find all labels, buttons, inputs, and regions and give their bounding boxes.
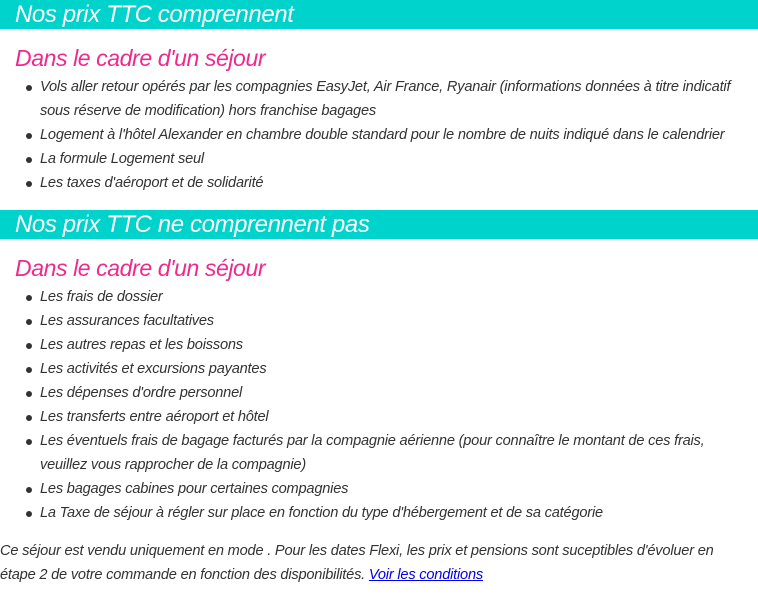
bullet-icon: [26, 295, 32, 301]
bullet-icon: [26, 343, 32, 349]
list-item-text: Les taxes d'aéroport et de solidarité: [40, 175, 264, 191]
list-item: [40, 405, 748, 429]
bullet-icon: [26, 487, 32, 493]
list-item: [40, 357, 748, 381]
bullet-icon: [26, 415, 32, 421]
list-item: [40, 171, 748, 195]
list-item-text: Les autres repas et les boissons: [40, 337, 243, 353]
list-item-text: Les activités et excursions payantes: [40, 361, 267, 377]
included-title: Nos prix TTC comprennent: [0, 0, 758, 29]
list-item: [40, 429, 748, 477]
bullet-icon: [26, 511, 32, 517]
list-item-text: Les dépenses d'ordre personnel: [40, 385, 243, 401]
list-item-text: Les éventuels frais de bagage facturés par la compagnie aérienne (pour connaître le montant de ces frais, veuillez vous rapprocher de la compagnie): [40, 433, 705, 473]
conditions-link[interactable]: Voir les conditions: [368, 567, 483, 583]
list-item: [40, 309, 748, 333]
excluded-list: [0, 285, 758, 525]
bullet-icon: [26, 181, 32, 187]
list-item-text: La Taxe de séjour à régler sur place en fonction du type d'hébergement et de sa catégorie: [40, 505, 603, 521]
list-item-text: Les assurances facultatives: [40, 313, 214, 329]
bullet-icon: [26, 319, 32, 325]
list-item-text: Vols aller retour opérés par les compagnies EasyJet, Air France, Ryanair (informations données à titre indicatif sous réserve de modification) hors franchise bagages: [40, 79, 731, 119]
list-item-text: Les bagages cabines pour certaines compagnies: [40, 481, 349, 497]
included-list: [0, 75, 758, 195]
list-item: [40, 75, 748, 123]
excluded-section: [0, 210, 758, 525]
included-section: [0, 0, 758, 195]
excluded-subtitle: Dans le cadre d'un séjour: [15, 255, 266, 281]
bullet-icon: [26, 85, 32, 91]
list-item: [40, 285, 748, 309]
bullet-icon: [26, 157, 32, 163]
list-item: [40, 147, 748, 171]
bullet-icon: [26, 133, 32, 139]
list-item-text: La formule Logement seul: [40, 151, 204, 167]
included-subtitle: Dans le cadre d'un séjour: [15, 45, 266, 71]
list-item-text: Logement à l'hôtel Alexander en chambre double standard pour le nombre de nuits indiqué dans le calendrier: [40, 127, 725, 143]
excluded-title: Nos prix TTC ne comprennent pas: [0, 210, 758, 239]
list-item: [40, 381, 748, 405]
list-item: [40, 477, 748, 501]
bullet-icon: [26, 439, 32, 445]
list-item-text: Les frais de dossier: [40, 289, 163, 305]
footer-text: Ce séjour est vendu uniquement en mode . Pour les dates Flexi, les prix et pensions sont suceptibles d'évoluer en étape 2 de votre commande en fonction des disponibilités.: [0, 543, 714, 583]
list-item-text: Les transferts entre aéroport et hôtel: [40, 409, 269, 425]
list-item: [40, 501, 748, 525]
footer-note: [0, 539, 758, 587]
list-item: [40, 333, 748, 357]
list-item: [40, 123, 748, 147]
bullet-icon: [26, 367, 32, 373]
bullet-icon: [26, 391, 32, 397]
